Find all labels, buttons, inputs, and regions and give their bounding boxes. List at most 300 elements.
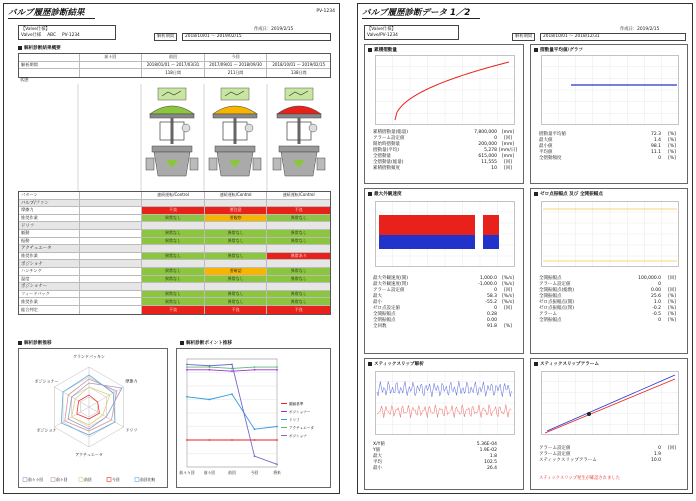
valve-spec-box [18, 25, 116, 40]
page-title: バルブ履歴診断データ 1／2 [362, 6, 480, 19]
panel-stick-slip-alarm [530, 358, 688, 490]
value-unit: [%/s] [502, 275, 514, 281]
value-number: 11.1 [650, 149, 661, 155]
table-row [19, 268, 330, 276]
legend-label: 前々回 [56, 477, 68, 482]
trend-series [187, 364, 277, 464]
valve-id: Valve/PV-1234 [367, 33, 398, 38]
value-unit: [mm/日] [498, 148, 518, 153]
status-cell: 異常なし [266, 268, 330, 275]
pattern-cell: 連続運転/Control [266, 192, 330, 199]
x-tick-label: 前回 [228, 470, 236, 475]
value-label: ゼロ点振幅点(閉) [539, 306, 575, 311]
trend-point [231, 393, 233, 395]
value-unit: [%] [668, 311, 676, 317]
table-row [19, 276, 330, 284]
legend-label: 今回 [112, 477, 120, 482]
value-number: 1.9 [653, 451, 661, 457]
status-cell: 異常なし [204, 238, 267, 245]
trend-point [186, 396, 188, 398]
status-cell [204, 260, 267, 267]
status-cell [141, 260, 204, 267]
legend-label: 前々々回 [28, 477, 44, 482]
value-label: ゼロ点振幅点(開) [539, 300, 575, 305]
table-header-row [19, 54, 330, 62]
value-label: 全摺動量 [373, 154, 391, 159]
value-label: 全開振幅点 [373, 312, 396, 317]
value-number: 0.28 [486, 311, 497, 317]
table-row [19, 207, 330, 215]
diagnosis-table [18, 53, 331, 78]
value-number: 72.3 [650, 131, 661, 137]
legend-label: ポジショナ [289, 434, 307, 438]
stick-slip-series [377, 381, 511, 397]
panel-cumulative-stroke [364, 44, 524, 184]
value-unit: [mm] [501, 141, 515, 147]
value-label: 摺動量平均値 [539, 132, 566, 137]
status-cell [204, 222, 267, 229]
value-label: 全閉振幅点 [373, 318, 396, 323]
status-cell [266, 283, 330, 290]
value-unit: [回] [503, 166, 512, 171]
created-date: 作成日：2019/2/15 [620, 27, 660, 32]
diagnosis-data-page [357, 3, 693, 494]
alarm-note: スティックスリップ発生が確認されました [539, 476, 620, 481]
value-number: -0.2 [652, 305, 661, 311]
legend-label: ポジショナー [289, 410, 311, 414]
table-row [19, 200, 330, 208]
status-cell: 異常なし [204, 230, 267, 237]
status-cell [266, 200, 330, 207]
value-number: 200,000 [478, 141, 497, 147]
status-cell: 異常あり [266, 253, 330, 260]
legend-label: ドリフ [289, 418, 300, 422]
value-label: Y値 [373, 448, 381, 453]
table-row [19, 306, 330, 314]
status-cell: 要注意 [204, 207, 267, 214]
value-unit: [mm] [501, 153, 515, 159]
value-unit: [回] [667, 288, 676, 293]
value-unit: [%/s] [502, 293, 514, 299]
value-label: 最大 [373, 294, 382, 299]
status-cell: 異常なし [141, 230, 204, 237]
trend-point [254, 428, 256, 430]
table-row [19, 260, 330, 268]
legend-label: 閾値基準 [289, 402, 304, 406]
value-row [373, 465, 519, 471]
col-header: 今回 [204, 54, 267, 61]
value-unit: [回] [503, 160, 512, 165]
status-cell [141, 245, 204, 252]
row-label: 推奨作業 [21, 253, 38, 259]
panel-zero-full-amplitude [530, 188, 688, 354]
row-label: 摩擦力 [21, 207, 34, 213]
status-cell: 要確認 [204, 268, 267, 275]
value-number: 0.00 [650, 287, 661, 293]
days-cell: 211日間 [204, 69, 267, 77]
value-label: X/Y値 [373, 442, 385, 447]
value-label: 累積摺動頻度 [373, 166, 400, 171]
col-header: 前回 [141, 54, 204, 61]
trend-point [209, 369, 211, 371]
panel-title: 累積摺動量 [368, 47, 397, 53]
value-number: 98.1 [650, 143, 661, 149]
panel-values [539, 131, 683, 161]
value-label: 全摺動量(総量) [373, 160, 404, 165]
value-label: 累積摺動量(総量) [373, 130, 409, 135]
value-unit: [回] [667, 276, 676, 281]
table-days-row [19, 69, 330, 77]
value-row [539, 457, 683, 463]
value-number: 0 [658, 317, 661, 323]
radar-axis-label: 摩擦力 [125, 378, 138, 384]
trend-point [209, 365, 211, 367]
value-label: 全回数 [373, 324, 387, 329]
trend-point [231, 364, 233, 366]
status-cell: 要観察 [204, 215, 267, 222]
pattern-row [19, 192, 330, 200]
section-diag-table: 解析診断結果概要 [18, 45, 61, 51]
table-row [19, 283, 330, 291]
value-label: 全開振幅点 [539, 276, 562, 281]
status-cell: 異常なし [266, 276, 330, 283]
value-number: 5.36E-04 [476, 441, 497, 447]
trend-point [209, 439, 211, 441]
x-tick-label: 今回 [250, 470, 259, 475]
value-number: 11,555 [481, 159, 497, 165]
value-unit: [%/s] [502, 281, 514, 287]
panel-values [373, 129, 519, 171]
value-label: 最大外観速度(閉) [373, 282, 409, 287]
value-unit: [回] [503, 306, 512, 311]
valve-id: ABC [47, 33, 57, 38]
panel-title: 摺動量平均値/グラフ [534, 47, 583, 53]
value-label: ゼロ点設定値 [373, 306, 400, 311]
panel-values [373, 441, 519, 471]
value-label: 最大値 [539, 138, 553, 143]
value-label: 開始時摺動量 [373, 142, 400, 147]
status-cell [266, 245, 330, 252]
radar-axis-label: ドリフ [125, 427, 138, 433]
period-value: 2018/10/01 ～ 2018/12/31 [540, 33, 686, 41]
legend-swatch [135, 478, 139, 482]
status-cell: 異常なし [204, 298, 267, 305]
cumulative-line [395, 62, 509, 120]
valve-illustrations [18, 84, 331, 191]
trend-point [186, 366, 188, 368]
value-label: 最大外観速度(開) [373, 276, 409, 281]
legend-label: アクチュエータ [289, 426, 314, 430]
value-number: 10.0 [650, 457, 661, 463]
value-label: 最大 [373, 454, 382, 459]
status-cell [266, 260, 330, 267]
page-number: PV-1234 [316, 9, 335, 14]
value-unit: [%] [668, 293, 676, 299]
value-label: 平均 [373, 460, 382, 465]
status-cell: 異常なし [266, 215, 330, 222]
row-label: ポジショナー [21, 284, 48, 290]
table-row [19, 253, 330, 261]
status-cell: 異常なし [266, 238, 330, 245]
max-speed-chart [375, 201, 515, 267]
status-cell: 異常なし [141, 253, 204, 260]
value-label: 最小値 [539, 144, 553, 149]
stick-slip-chart [375, 371, 515, 435]
value-unit: [%] [668, 143, 676, 149]
value-number: 5,278 [484, 147, 497, 153]
trend-point [209, 399, 211, 401]
value-label: アラーム設定値 [539, 282, 571, 287]
row-label: 温度 [21, 275, 30, 281]
value-number: -55.2 [485, 299, 497, 305]
value-label: スティックスリップアラーム [539, 458, 597, 463]
value-number: 0 [658, 281, 661, 287]
status-cell: 不良 [141, 207, 204, 214]
legend-swatch [79, 478, 83, 482]
legend-label: 前回 [84, 477, 92, 482]
value-unit: [mm] [501, 129, 515, 135]
value-number: 58.3 [486, 293, 497, 299]
table-row [19, 230, 330, 238]
trend-point [231, 370, 233, 372]
stroke-average-chart [541, 55, 679, 125]
x-tick-label: 将来 [273, 470, 281, 475]
status-cell: 不良 [204, 306, 267, 314]
value-unit: [%] [668, 317, 676, 323]
stick-slip-series [377, 404, 511, 418]
trend-point [231, 439, 233, 441]
row-label: 脈動 [21, 230, 30, 236]
status-cell: 異常なし [204, 253, 267, 260]
value-number: 102.5 [484, 459, 497, 465]
diagnosis-status-table [18, 191, 331, 315]
radar-series [65, 379, 117, 431]
legend-swatch [107, 478, 111, 482]
value-number: 26.4 [486, 465, 497, 471]
status-cell: 異常なし [141, 276, 204, 283]
status-cell: 不良 [141, 306, 204, 314]
status-cell: 異常なし [141, 298, 204, 305]
created-date: 作成日：2019/2/15 [254, 27, 294, 32]
status-cell: 異常なし [266, 230, 330, 237]
table-row [19, 215, 330, 223]
status-rows [19, 200, 330, 314]
value-label: 最小 [373, 300, 382, 305]
status-cell: 異常なし [141, 291, 204, 298]
value-unit: [%] [668, 149, 676, 155]
table-row [19, 298, 330, 306]
value-label: アラーム [539, 312, 557, 317]
value-number: 25.6 [650, 293, 661, 299]
status-cell [266, 222, 330, 229]
panel-title: ゼロ点振幅点 及び 全開振幅点 [534, 191, 603, 197]
value-number: -1,000.0 [478, 281, 497, 287]
period-label: 解析期間 [154, 33, 177, 41]
trend-point [276, 426, 278, 428]
status-cell: 異常なし [141, 268, 204, 275]
table-period-row [19, 62, 330, 70]
status-cell: 異常なし [266, 291, 330, 298]
x-tick-label: 前々々回 [179, 470, 195, 475]
value-label: アラーム設定値 [539, 452, 571, 457]
value-unit: [回] [667, 446, 676, 451]
row-label: フィードバック [21, 291, 50, 297]
page-title: バルブ履歴診断結果 [8, 6, 95, 19]
status-cell: 異常なし [204, 291, 267, 298]
value-unit: [%/s] [502, 299, 514, 305]
trend-point [254, 455, 256, 457]
amplitude-chart [541, 201, 679, 267]
legend-label: 前回比較 [140, 477, 156, 482]
value-row [539, 155, 683, 161]
radar-chart [19, 349, 167, 487]
trend-point [254, 439, 256, 441]
value-number: 0 [658, 445, 661, 451]
row-label: バルブ/ファン [21, 200, 49, 206]
radar-axis-label: ポジショナー [34, 378, 59, 384]
period-cell: 2017/09/01 ～ 2018/09/30 [204, 62, 267, 69]
trend-point [254, 366, 256, 368]
status-cell [204, 245, 267, 252]
value-row [373, 323, 519, 329]
radar-axis-label: グランドパッキン [73, 354, 105, 359]
value-label: アラーム設定値 [373, 288, 405, 293]
value-number: -0.5 [652, 311, 661, 317]
value-label: 全開振幅点(総数) [539, 288, 575, 293]
x-tick-label: 前々回 [203, 470, 216, 475]
table-row [19, 222, 330, 230]
table-row [19, 291, 330, 299]
valve-spec-label: 【Valve仕様】 [367, 27, 396, 32]
status-cell: 異常なし [204, 276, 267, 283]
panel-values [539, 445, 683, 463]
value-unit: [回] [503, 288, 512, 293]
value-number: 100,000.0 [638, 275, 661, 281]
panel-stroke-average [530, 44, 688, 184]
alarm-point [587, 412, 591, 416]
panel-title: スティックスリップアラーム [534, 361, 599, 367]
row-label: ポジショナ [21, 261, 43, 267]
value-number: 7,800,000 [474, 129, 497, 135]
value-number: 0 [494, 305, 497, 311]
valve-icon [146, 88, 198, 176]
value-number: 615,000 [478, 153, 497, 159]
period-cell: 2018/10/01 ～ 2019/02/15 [266, 62, 330, 69]
row-label: 総合判定 [21, 306, 38, 312]
legend-swatch [51, 478, 55, 482]
trend-point [276, 463, 278, 465]
value-label: 全摺動頻度 [539, 156, 562, 161]
line-chart-box [176, 348, 331, 488]
days-cell: 138日間 [266, 69, 330, 77]
valve-spec-row [21, 33, 113, 39]
value-number: 10 [491, 165, 497, 171]
value-unit: [回] [503, 136, 512, 141]
trend-point [186, 364, 188, 366]
trend-point [254, 369, 256, 371]
trend-point [186, 439, 188, 441]
status-cell [141, 222, 204, 229]
valve-spec-box [364, 25, 459, 40]
status-cell [204, 200, 267, 207]
status-cell [141, 283, 204, 290]
row-label: パターン [21, 192, 38, 198]
value-row [539, 317, 683, 323]
valve-tag: PV-1234 [62, 33, 80, 38]
panel-values [373, 275, 519, 329]
period-label: 解析期間 [512, 33, 535, 41]
value-number: 1.9E-02 [479, 447, 497, 453]
legend-swatch [23, 478, 27, 482]
status-cell: 異常なし [266, 298, 330, 305]
radar-chart-box [18, 348, 168, 488]
value-number: 0 [494, 135, 497, 141]
value-label: 平均値 [539, 150, 553, 155]
section-radar: 解析診断推移 [18, 340, 52, 346]
value-unit: [%] [668, 299, 676, 305]
radar-axis-label: ポジショナ [36, 427, 57, 433]
status-cell [141, 200, 204, 207]
value-number: 1.8 [489, 453, 497, 459]
trend-point [276, 369, 278, 371]
table-row [19, 238, 330, 246]
period-value: 2018/10/01 ～ 2019/02/15 [182, 33, 331, 41]
status-cell: 異常なし [141, 238, 204, 245]
pattern-cell: 連続運転/Control [204, 192, 267, 199]
row-label: 推奨作業 [21, 298, 38, 304]
diagnosis-result-page [3, 3, 340, 494]
value-label: 全閉振幅点 [539, 318, 562, 323]
status-cell: 異常なし [141, 215, 204, 222]
valve-label: Valve仕様 [21, 33, 42, 38]
pattern-cell: 連続運転/Control [141, 192, 204, 199]
value-unit: [%] [668, 155, 676, 161]
period-cell: 2018/01/01 ～ 2017/03/31 [141, 62, 204, 69]
value-number: 0 [658, 155, 661, 161]
trend-point [276, 439, 278, 441]
row-label: ハンチング [21, 268, 42, 274]
panel-title: 最大外観速度 [368, 191, 402, 197]
panel-stick-slip [364, 358, 524, 490]
row-label: アクチュエータ [21, 246, 52, 252]
trend-point [186, 369, 188, 371]
trend-line-chart [177, 349, 330, 487]
valve-spec-label: 【Valve仕様】 [21, 27, 50, 32]
panel-max-speed [364, 188, 524, 354]
value-unit: [%] [504, 323, 512, 329]
value-label: アラーム設定値 [373, 136, 405, 141]
section-line: 解析診断ポイント推移 [180, 340, 232, 346]
value-label: 摺動量(平均) [373, 148, 400, 153]
days-cell: 118日間 [141, 69, 204, 77]
stick-slip-alarm-chart [541, 371, 679, 435]
value-number: 0 [494, 287, 497, 293]
value-unit: [%] [668, 137, 676, 143]
table-row [19, 245, 330, 253]
value-number: 91.8 [486, 323, 497, 329]
panel-title: スティックスリップ解析 [368, 361, 424, 367]
status-cell: 不良 [266, 207, 330, 214]
value-label: 最小 [373, 466, 382, 471]
value-label: アラーム設定値 [539, 446, 571, 451]
row-label: ドリフ [21, 223, 35, 229]
radar-axis-label: アクチュエータ [75, 452, 103, 457]
value-unit: [%] [668, 131, 676, 137]
trend-point [276, 366, 278, 368]
value-number: 1,000.0 [479, 275, 497, 281]
value-row [373, 165, 519, 171]
valve-icon [273, 88, 325, 176]
